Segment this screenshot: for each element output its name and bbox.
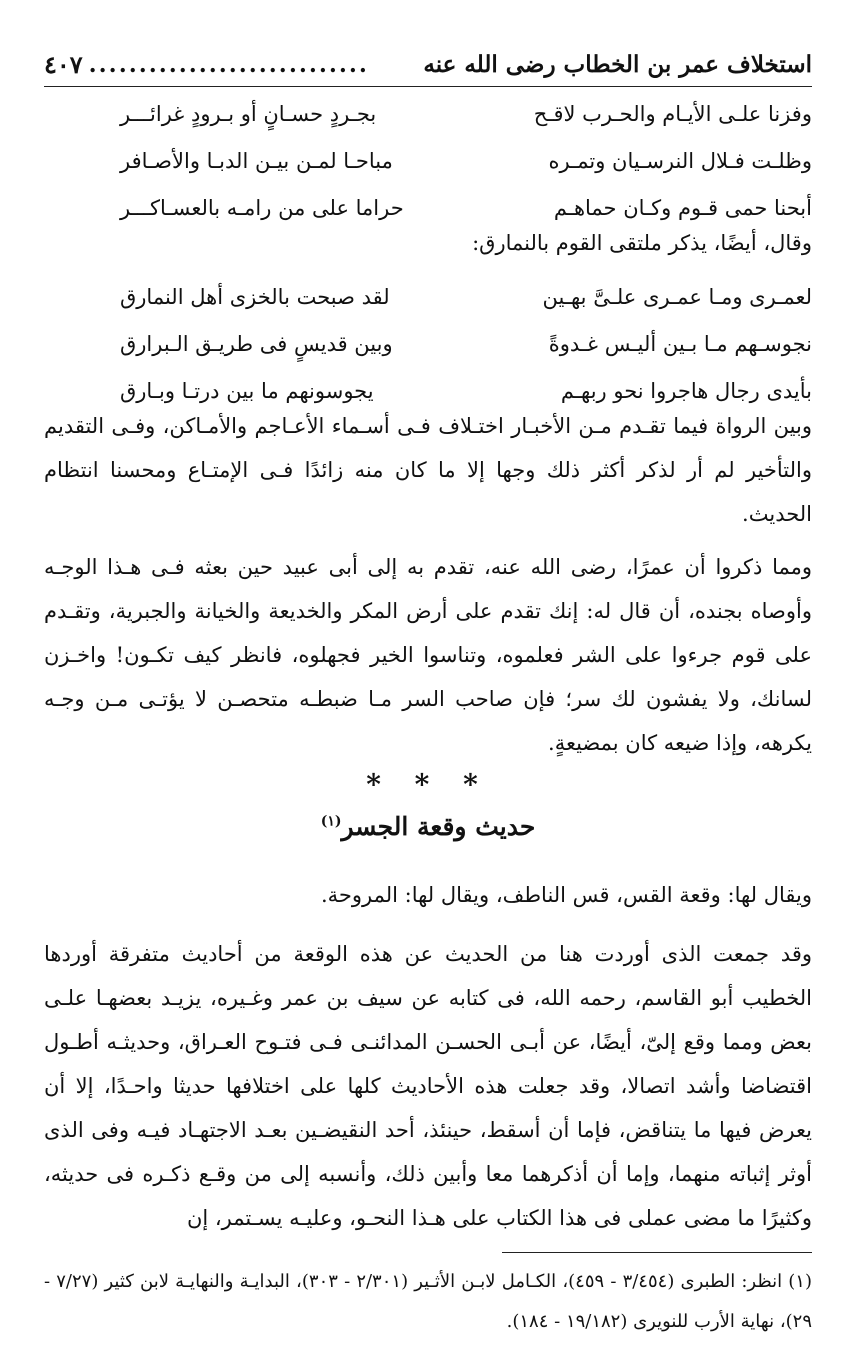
verse-first-hemistich: نجوسـهم مـا بـين أليـس غـدوةً — [548, 331, 812, 356]
paragraph-sources — [44, 932, 812, 1240]
verse-second-hemistich: لقد صبحت بالخزى أهل النمارق — [120, 284, 390, 309]
page-number: ٤٠٧ — [44, 49, 83, 79]
verse-first-hemistich: وظلـت فـلال النرسـيان وتمـره — [548, 148, 812, 173]
paragraph-text: وبين الرواة فيما تقـدم مـن الأخبـار اختـلاف فـى أسـماء الأعـاجم والأمـاكن، وفـى التقديم والتأخير لم أر لذكر أكثر ذلك وجها إلا ما كان منه زائدًا فـى الإمتـاع ومحسنا انتظام الحديث. — [44, 414, 812, 526]
section-heading — [0, 812, 856, 841]
verse-first-hemistich: أبحنا حمى قـوم وكـان حماهـم — [553, 195, 812, 220]
poem-block-2 — [120, 273, 812, 414]
verse-line — [120, 273, 812, 320]
verse-first-hemistich: وفزنا علـى الأيـام والحـرب لاقـح — [533, 101, 812, 126]
verse-second-hemistich: حراما على من رامـه بالعسـاكـــر — [120, 195, 404, 220]
paragraph-names — [44, 873, 812, 917]
verse-first-hemistich: بأيدى رجال هاجروا نحو ربهـم — [560, 378, 812, 403]
footnote-reference: (١) — [320, 813, 342, 830]
verse-line — [120, 137, 812, 184]
paragraph-text: ويقال لها: وقعة القس، قس الناطف، ويقال لها: المروحة. — [320, 883, 812, 907]
verse-second-hemistich: وبين قديسٍ فى طريـق الـبرارق — [120, 331, 393, 356]
poem-intro — [44, 221, 812, 265]
header-title: استخلاف عمر بن الخطاب رضى الله عنه — [423, 50, 812, 78]
poem-intro-text: وقال، أيضًا، يذكر ملتقى القوم بالنمارق: — [472, 231, 812, 255]
verse-line — [120, 90, 812, 137]
paragraph-umar-advice — [44, 545, 812, 765]
paragraph-text: وقد جمعت الذى أوردت هنا من الحديث عن هذه الوقعة من أحاديث متفرقة أوردها الخطيب أبو القاسم، رحمه الله، فى كتابه عن سيف بن عمر وغـيره، يزيـد بعضهـا علـى بعض ومما وقع إلىّ، أيضًا، عن أبـى الحسـن المدائنـى فـى فتـوح العـراق، وحديثـه أطـول اقتضاضا وأشد اتصالا، وقد جعلت هذه الأحاديث كلها على اختلافها حديثا واحـدًا، إلا أن يعرض فيها ما يتناقض، فإما أن أسقط، حينئذ، أحد النقيضـين بعـد الاجتهـاد فيـه وفى الذى أوثر إثباته منهما، وإما أن أذكرهما معا وأبين ذلك، وأنسبه إلى من وقـع ذكـره فى حديثه، وكثيرًا ما مضى عملى فى هذا الكتاب على هـذا النحـو، وعليـه يسـتمر، إن — [44, 942, 812, 1230]
poem-block-1 — [120, 90, 812, 231]
paragraph-narrators — [44, 404, 812, 536]
verse-second-hemistich: مباحـا لمـن بيـن الدبـا والأصـافر — [120, 148, 393, 173]
verse-second-hemistich: بجـردٍ حسـانٍ أو بـرودٍ غرائـــر — [120, 101, 377, 126]
footnote-separator — [502, 1252, 812, 1253]
verse-second-hemistich: يجوسونهم ما بين درتـا وبـارق — [120, 378, 374, 403]
verse-line — [120, 320, 812, 367]
running-header — [44, 44, 812, 87]
section-divider-stars: * * * — [366, 768, 490, 801]
paragraph-text: ومما ذكروا أن عمرًا، رضى الله عنه، تقدم به إلى أبى عبيد حين بعثه فـى هـذا الوجـه وأوصاه بجنده، أن قال له: إنك تقدم على أرض المكر والخديعة والخيانة والجبرية، وتقـدم على قوم جرءوا على الشر فعلموه، وتناسوا الخير فجهلوه، فانظر كيف تكـون! واخـزن لسانك، ولا يفشون لك سر؛ فإن صاحب السر مـا ضبطـه متحصـن لا يؤتـى مـن وجـه يكرهه، وإذا ضيعه كان بمضيعةٍ. — [44, 555, 812, 755]
header-dot-leader: ............................ — [88, 50, 369, 78]
section-heading-text: حديث وقعة الجسر — [341, 812, 536, 841]
footnote-text: (١) انظر: الطبرى (٣/٤٥٤ - ٤٥٩)، الكـامل لابـن الأثـير (٢/٣٠١ - ٣٠٣)، البدايـة والنهايـة لابن كثير (٧/٢٧ - ٢٩)، نهاية الأرب للنويرى (١٩/١٨٢ - ١٨٤). — [44, 1271, 812, 1332]
footnote — [44, 1262, 812, 1342]
verse-first-hemistich: لعمـرى ومـا عمـرى علـىَّ بهـين — [542, 284, 812, 309]
